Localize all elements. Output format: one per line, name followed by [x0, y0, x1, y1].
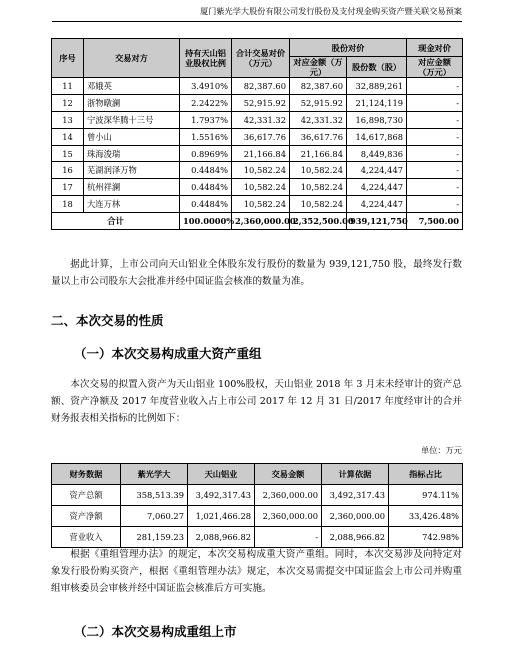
table-row	[52, 78, 463, 95]
indicator-value-cell: 281,159.23	[121, 527, 188, 548]
indicator-value-cell: 2,360,000.00	[322, 506, 389, 527]
ratio-cell: 0.4484%	[180, 179, 232, 196]
cash-cell: -	[407, 128, 463, 145]
share-amount-cell: 52,915.92	[290, 94, 347, 111]
party-cell: 大连万林	[84, 196, 180, 213]
header-share-count: 股份数（股）	[347, 57, 407, 78]
total-cash: 7,500.00	[407, 213, 463, 230]
total-share-count: 939,121,750	[347, 213, 407, 230]
indicator-value-cell: 3,492,317.43	[188, 485, 255, 506]
indicator-paragraph: 本次交易的拟置入资产为天山铝业 100%股权，天山铝业 2018 年 3 月末未经审计的资产总额、资产净额及 2017 年度营业收入占上市公司 2017 年 12 月 31 日/2017 年度经审计的合并财务报表相关指标的比例如下：	[51, 379, 462, 424]
indicator-value-cell: 974.11%	[389, 485, 463, 506]
transaction-consideration-table	[51, 38, 463, 230]
unit-label: 单位：万元	[421, 445, 462, 455]
indicator-value-cell: 33,426.48%	[389, 506, 463, 527]
share-amount-cell: 10,582.24	[290, 162, 347, 179]
ratio-cell: 1.5516%	[180, 128, 232, 145]
financial-indicators-table	[51, 463, 463, 548]
total-cell: 52,915.92	[232, 94, 290, 111]
ratio-cell: 0.4484%	[180, 162, 232, 179]
ratio-cell: 3.4910%	[180, 78, 232, 95]
indicator-value-cell: -	[255, 527, 322, 548]
restructuring-paragraph: 根据《重组管理办法》的规定，本次交易构成重大资产重组。同时，本次交易涉及向特定对象发行股份购买资产，根据《重组管理办法》规定，本次交易需提交中国证监会上市公司并购重组审核委员会审核并经中国证监会核准后方可实施。	[51, 549, 462, 594]
total-consideration: 2,360,000.00	[232, 213, 290, 230]
total-cell: 10,582.24	[232, 196, 290, 213]
total-share-amount: 2,352,500.00	[290, 213, 347, 230]
share-amount-cell: 21,166.84	[290, 145, 347, 162]
indicator-header: 天山铝业	[188, 464, 255, 485]
indicator-header: 财务数据	[52, 464, 121, 485]
total-cell: 10,582.24	[232, 162, 290, 179]
total-cell: 82,387.60	[232, 78, 290, 95]
seq-cell: 13	[52, 111, 84, 128]
subsection-title-backdoor-listing: （二）本次交易构成重组上市	[74, 624, 237, 639]
table-row	[52, 506, 463, 527]
table-row	[52, 128, 463, 145]
total-cell: 10,582.24	[232, 179, 290, 196]
table-row	[52, 527, 463, 548]
header-title: 厦门紫光学大股份有限公司发行股份及支付现金购买资产暨关联交易预案	[199, 6, 462, 16]
party-cell: 曾小山	[84, 128, 180, 145]
total-cell: 21,166.84	[232, 145, 290, 162]
table-row	[52, 196, 463, 213]
indicator-header: 指标占比	[389, 464, 463, 485]
share-amount-cell: 36,617.76	[290, 128, 347, 145]
indicator-value-cell: 358,513.39	[121, 485, 188, 506]
indicator-name-cell: 营业收入	[52, 527, 121, 548]
share-amount-cell: 42,331.32	[290, 111, 347, 128]
cash-cell: -	[407, 94, 463, 111]
seq-cell: 11	[52, 78, 84, 95]
ratio-cell: 1.7937%	[180, 111, 232, 128]
share-amount-cell: 10,582.24	[290, 196, 347, 213]
ratio-cell: 0.8969%	[180, 145, 232, 162]
seq-cell: 15	[52, 145, 84, 162]
table-row	[52, 485, 463, 506]
section-title: 二、本次交易的性质	[51, 313, 164, 328]
cash-cell: -	[407, 145, 463, 162]
total-row	[52, 213, 463, 230]
party-cell: 邓娥英	[84, 78, 180, 95]
seq-cell: 17	[52, 179, 84, 196]
total-cell: 42,331.32	[232, 111, 290, 128]
share-issue-paragraph: 据此计算，上市公司向天山铝业全体股东发行股份的数量为 939,121,750 股，最终发行数量以上市公司股东大会批准并经中国证监会核准的数量为准。	[51, 259, 462, 287]
ratio-cell: 0.4484%	[180, 196, 232, 213]
indicator-name-cell: 资产总额	[52, 485, 121, 506]
indicator-header: 计算依据	[322, 464, 389, 485]
total-label: 合计	[52, 213, 180, 230]
subsection-title-major-restructuring: （一）本次交易构成重大资产重组	[74, 346, 262, 361]
table-row	[52, 94, 463, 111]
indicator-value-cell: 2,088,966.82	[188, 527, 255, 548]
indicator-header: 交易金额	[255, 464, 322, 485]
share-count-cell: 4,224,447	[347, 179, 407, 196]
header-cash-amount: 对应金额（万元）	[407, 57, 463, 78]
cash-cell: -	[407, 111, 463, 128]
cash-cell: -	[407, 179, 463, 196]
seq-cell: 18	[52, 196, 84, 213]
ratio-cell: 2.2422%	[180, 94, 232, 111]
share-count-cell: 8,449,836	[347, 145, 407, 162]
header-party: 交易对方	[84, 39, 180, 78]
share-count-cell: 4,224,447	[347, 196, 407, 213]
table-row	[52, 145, 463, 162]
seq-cell: 16	[52, 162, 84, 179]
party-cell: 宁波深华腾十三号	[84, 111, 180, 128]
indicator-value-cell: 2,360,000.00	[255, 485, 322, 506]
share-amount-cell: 82,387.60	[290, 78, 347, 95]
table-row	[52, 162, 463, 179]
header-cash-group: 现金对价	[407, 39, 463, 57]
header-share-amount: 对应金额（万元）	[290, 57, 347, 78]
header-seq: 序号	[52, 39, 84, 78]
indicator-value-cell: 3,492,317.43	[322, 485, 389, 506]
cash-cell: -	[407, 196, 463, 213]
seq-cell: 14	[52, 128, 84, 145]
share-amount-cell: 10,582.24	[290, 179, 347, 196]
indicator-value-cell: 2,360,000.00	[255, 506, 322, 527]
party-cell: 杭州祥澜	[84, 179, 180, 196]
total-ratio: 100.0000%	[180, 213, 232, 230]
share-count-cell: 16,898,730	[347, 111, 407, 128]
seq-cell: 12	[52, 94, 84, 111]
share-count-cell: 14,617,868	[347, 128, 407, 145]
indicator-value-cell: 2,088,966.82	[322, 527, 389, 548]
share-count-cell: 4,224,447	[347, 162, 407, 179]
share-count-cell: 32,889,261	[347, 78, 407, 95]
indicator-header: 紫光学大	[121, 464, 188, 485]
page-header	[52, 4, 462, 22]
party-cell: 珠海浚瑞	[84, 145, 180, 162]
table-row	[52, 179, 463, 196]
cash-cell: -	[407, 162, 463, 179]
share-count-cell: 21,124,119	[347, 94, 407, 111]
header-ratio: 持有天山铝业股权比例	[180, 39, 232, 78]
cash-cell: -	[407, 78, 463, 95]
header-total: 合计交易对价（万元）	[232, 39, 290, 78]
indicator-name-cell: 资产净额	[52, 506, 121, 527]
indicator-value-cell: 1,021,466.28	[188, 506, 255, 527]
party-cell: 芜湖润泽万物	[84, 162, 180, 179]
header-share-group: 股份对价	[290, 39, 407, 57]
indicator-value-cell: 7,060.27	[121, 506, 188, 527]
total-cell: 36,617.76	[232, 128, 290, 145]
table-row	[52, 111, 463, 128]
party-cell: 浙物暾澜	[84, 94, 180, 111]
indicator-value-cell: 742.98%	[389, 527, 463, 548]
